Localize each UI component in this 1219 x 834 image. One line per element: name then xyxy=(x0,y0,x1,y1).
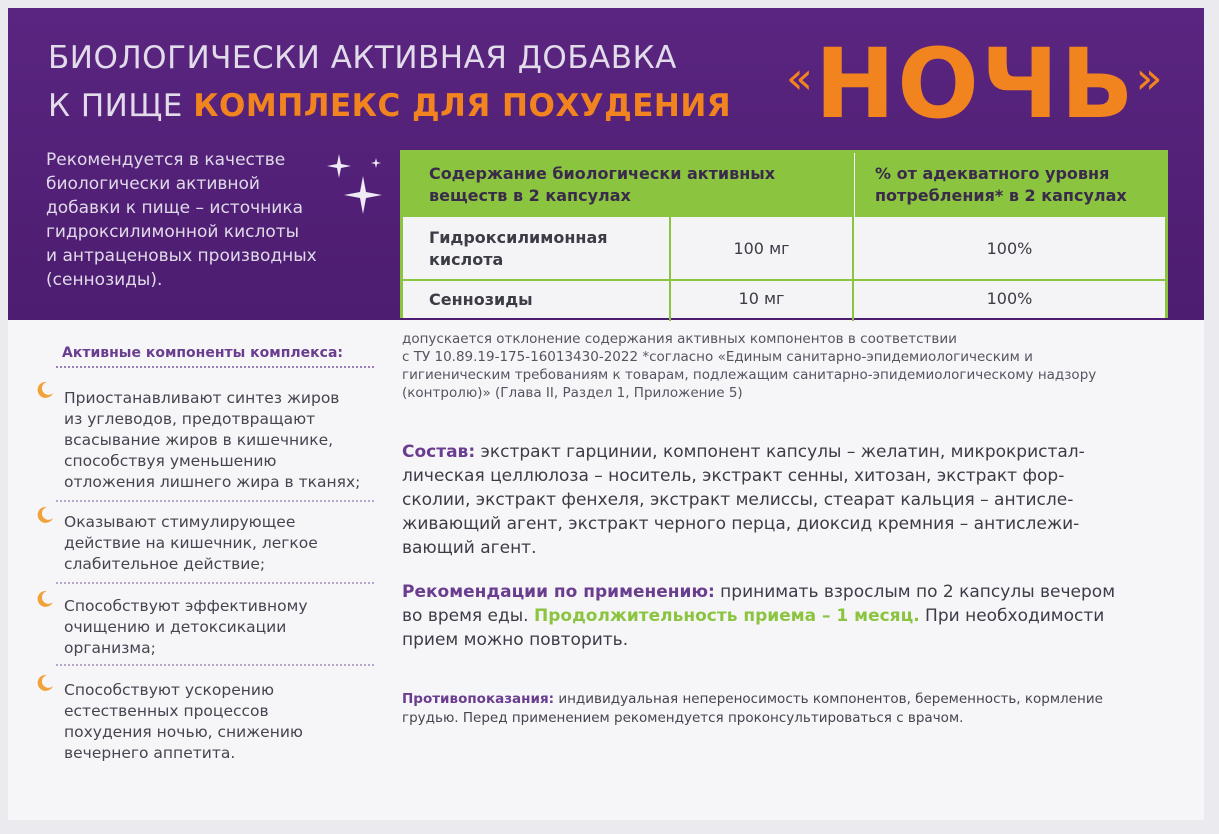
row-name-line: Гидроксилимонная xyxy=(429,228,608,247)
item-line: слабительное действие; xyxy=(64,555,266,573)
recommendation-line: (сеннозиды). xyxy=(46,270,163,290)
item-line: очищению и детоксикации xyxy=(64,618,287,636)
item-line: Оказывают стимулирующее xyxy=(64,513,296,531)
contra-fragment: индивидуальная непереносимость компонентов, беременность, кормление xyxy=(554,691,1103,707)
table-row-name xyxy=(429,227,608,271)
composition-line xyxy=(402,440,1162,464)
recommendation-line: гидроксилимонной кислоты xyxy=(46,222,300,242)
item-line: Способствуют ускорению xyxy=(64,681,275,699)
dotted-divider xyxy=(56,366,374,368)
usage-fragment: во время еды. xyxy=(402,606,534,626)
active-components-title: Активные компоненты комплекса: xyxy=(62,345,343,361)
brand-name xyxy=(786,28,1165,140)
contraindications-label: Противопоказания: xyxy=(402,691,555,707)
table-row-amount: 100 мг xyxy=(733,239,790,258)
item-line: Приостанавливают синтез жиров xyxy=(64,389,340,407)
usage-line xyxy=(402,604,1162,628)
item-line: отложения лишнего жира в тканях; xyxy=(64,473,361,491)
contra-line xyxy=(402,690,1162,709)
item-line: похудения ночью, снижению xyxy=(64,723,303,741)
sparkle-stars-icon xyxy=(325,150,385,230)
item-line: действие на кишечник, легкое xyxy=(64,534,318,552)
dotted-divider xyxy=(56,664,374,666)
usage-line: прием можно повторить. xyxy=(402,630,629,650)
item-line: вечернего аппетита. xyxy=(64,744,236,762)
table-row-amount: 10 мг xyxy=(738,289,785,308)
contraindications-text xyxy=(402,690,1162,728)
item-line: Способствуют эффективному xyxy=(64,597,308,615)
footnote-line: гигиеническим требованиям к товарам, подлежащим санитарно-эпидемиологическому надзору xyxy=(402,367,1097,383)
title-line-1: БИОЛОГИЧЕСКИ АКТИВНАЯ ДОБАВКА xyxy=(48,40,677,76)
composition-text xyxy=(402,440,1162,560)
composition-label: Состав: xyxy=(402,442,476,462)
brand-open-quote: « xyxy=(786,53,815,104)
crescent-moon-icon xyxy=(36,674,54,692)
recommendation-line: биологически активной xyxy=(46,174,260,194)
header-line: веществ в 2 капсулах xyxy=(429,186,631,205)
component-item xyxy=(64,388,384,493)
dotted-divider xyxy=(56,582,374,584)
usage-fragment: При необходимости xyxy=(919,606,1105,626)
header-line: Содержание биологически активных xyxy=(429,164,776,183)
composition-line: вающий агент. xyxy=(402,538,537,558)
usage-fragment: принимать взрослым по 2 капсулы вечером xyxy=(714,582,1116,602)
component-item xyxy=(64,512,384,575)
usage-text xyxy=(402,580,1162,652)
title-line-2 xyxy=(48,88,731,124)
crescent-moon-icon xyxy=(36,590,54,608)
crescent-moon-icon xyxy=(36,506,54,524)
recommendation-line: Рекомендуется в качестве xyxy=(46,150,286,170)
table-header-percent xyxy=(855,153,1165,217)
title-prefix: К ПИЩЕ xyxy=(48,88,183,124)
usage-label: Рекомендации по применению: xyxy=(402,582,715,602)
item-line: из углеводов, предотвращают xyxy=(64,410,316,428)
footnote-line: допускается отклонение содержания активных компонентов в соответствии xyxy=(402,331,957,347)
recommendation-line: добавки к пище – источника xyxy=(46,198,304,218)
item-line: всасывание жиров в кишечнике, xyxy=(64,431,334,449)
composition-line: сколии, экстракт фенхеля, экстракт мелиссы, стеарат кальция – антисле- xyxy=(402,490,1074,510)
usage-line xyxy=(402,580,1162,604)
footnote-line: (контролю)» (Глава II, Раздел 1, Приложение 5) xyxy=(402,385,743,401)
item-line: способствуя уменьшению xyxy=(64,452,277,470)
nutrient-table xyxy=(400,150,1168,318)
brand-word: НОЧЬ xyxy=(814,28,1136,140)
dotted-divider xyxy=(56,500,374,502)
header-line: потребления* в 2 капсулах xyxy=(875,186,1127,205)
crescent-moon-icon xyxy=(36,381,54,399)
table-divider xyxy=(403,279,1165,281)
contra-line: грудью. Перед применением рекомендуется проконсультироваться с врачом. xyxy=(402,710,964,726)
header-line: % от адекватного уровня xyxy=(875,164,1110,183)
table-footnote xyxy=(402,330,1102,402)
title-accent: КОМПЛЕКС ДЛЯ ПОХУДЕНИЯ xyxy=(193,88,732,124)
component-item xyxy=(64,596,384,659)
component-item xyxy=(64,680,384,764)
duration-highlight: Продолжительность приема – 1 месяц. xyxy=(534,606,920,626)
recommendation-text xyxy=(46,148,366,292)
table-header-content xyxy=(403,153,852,217)
table-row-percent: 100% xyxy=(986,289,1033,308)
recommendation-line: и антраценовых производных xyxy=(46,246,317,266)
table-row-name: Сеннозиды xyxy=(429,290,533,309)
brand-close-quote: » xyxy=(1135,53,1165,104)
item-line: естественных процессов xyxy=(64,702,269,720)
row-name-line: кислота xyxy=(429,250,504,269)
table-row-percent: 100% xyxy=(986,239,1033,258)
composition-fragment: экстракт гарцинии, компонент капсулы – желатин, микрокристал- xyxy=(475,442,1085,462)
item-line: организма; xyxy=(64,639,156,657)
footnote-line: с ТУ 10.89.19-175-16013430-2022 *согласно «Единым санитарно-эпидемиологическим и xyxy=(402,349,1033,365)
composition-line: лическая целлюлоза – носитель, экстракт сенны, хитозан, экстракт фор- xyxy=(402,466,1065,486)
composition-line: живающий агент, экстракт черного перца, диоксид кремния – антислежи- xyxy=(402,514,1080,534)
